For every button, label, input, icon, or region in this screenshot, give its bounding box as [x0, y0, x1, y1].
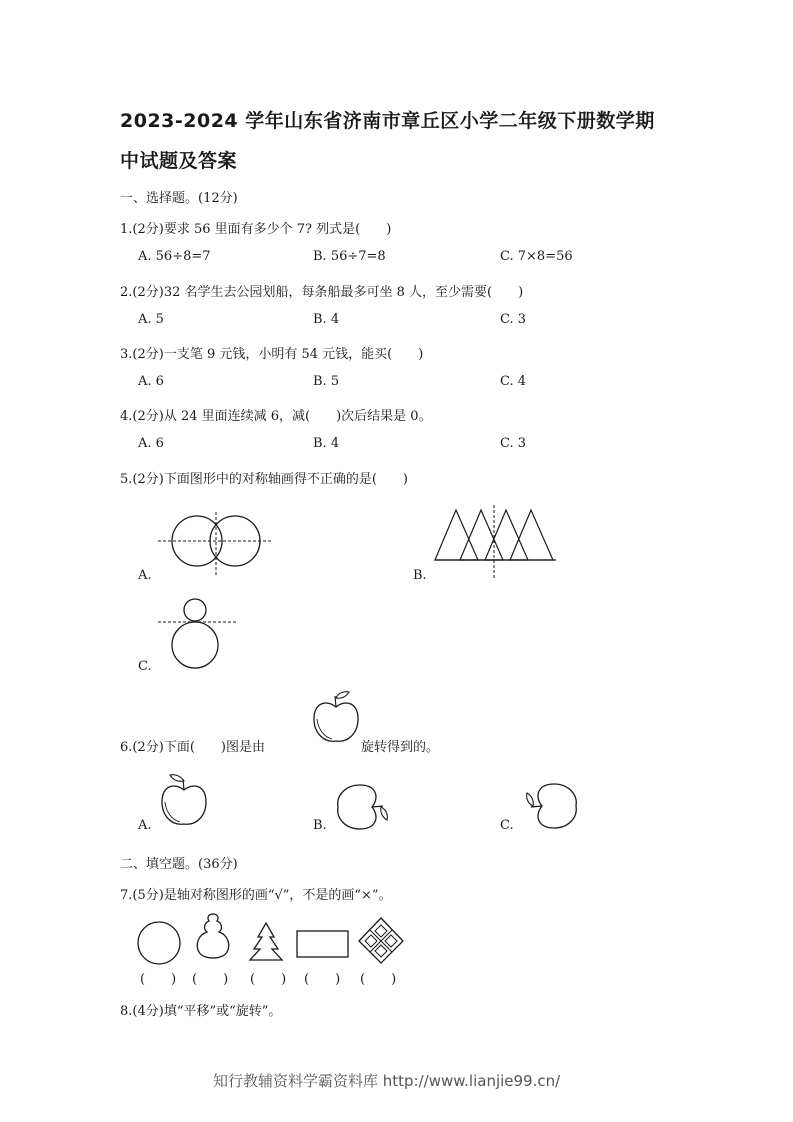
q5-figure-c-snowman [156, 597, 238, 671]
q7-rectangle-shape [296, 930, 350, 960]
question-1: 1.(2分)要求 56 里面有多少个 7? 列式是( ) [120, 222, 392, 237]
q7-blank-4[interactable]: ( ) [304, 972, 341, 987]
q4-option-b: B. 4 [313, 436, 340, 451]
q6-option-c-apple-rotated-icon [522, 782, 582, 830]
q2-option-a: A. 5 [138, 312, 164, 327]
question-7: 7.(5分)是轴对称图形的画“√”，不是的画“×”。 [120, 888, 392, 903]
q7-circle-shape [136, 920, 184, 966]
q5-option-c: C. [138, 659, 152, 674]
question-4: 4.(2分)从 24 里面连续减 6，减( )次后结果是 0。 [120, 409, 432, 424]
section-heading-fill: 二、填空题。(36分) [120, 857, 238, 872]
q2-option-c: C. 3 [500, 312, 527, 327]
q7-blank-3[interactable]: ( ) [250, 972, 287, 987]
q7-gourd-shape [192, 912, 234, 964]
q7-diamond-pattern-shape [357, 917, 405, 965]
question-5: 5.(2分)下面图形中的对称轴画得不正确的是( ) [120, 472, 408, 487]
q4-option-c: C. 3 [500, 436, 527, 451]
q2-option-b: B. 4 [313, 312, 340, 327]
q5-option-b: B. [413, 568, 427, 583]
page-title-line2: 中试题及答案 [120, 150, 238, 172]
q7-blank-5[interactable]: ( ) [360, 972, 397, 987]
footer-watermark: 知行教辅资料学霸资料库 http://www.lianjie99.cn/ [213, 1072, 561, 1090]
q5-figure-b-triangles [432, 505, 560, 580]
q7-blank-1[interactable]: ( ) [140, 972, 177, 987]
q4-option-a: A. 6 [138, 436, 164, 451]
question-3: 3.(2分)一支笔 9 元钱，小明有 54 元钱，能买( ) [120, 347, 424, 362]
q6-option-a: A. [138, 818, 152, 833]
q7-blank-2[interactable]: ( ) [192, 972, 229, 987]
q1-option-a: A. 56÷8=7 [138, 249, 211, 264]
q3-option-c: C. 4 [500, 374, 527, 389]
q6-option-b: B. [313, 818, 327, 833]
page-title-line1: 2023-2024 学年山东省济南市章丘区小学二年级下册数学期 [120, 110, 655, 132]
section-heading-choice: 一、选择题。(12分) [120, 191, 238, 206]
question-2: 2.(2分)32 名学生去公园划船，每条船最多可坐 8 人，至少需要( ) [120, 285, 524, 300]
q5-figure-a-overlapping-circles [155, 512, 275, 578]
q6-reference-apple-icon [312, 689, 360, 747]
q1-option-c: C. 7×8=56 [500, 249, 573, 264]
q3-option-b: B. 5 [313, 374, 340, 389]
q6-option-c: C. [500, 818, 514, 833]
q3-option-a: A. 6 [138, 374, 164, 389]
question-8: 8.(4分)填“平移”或“旋转”。 [120, 1004, 282, 1019]
question-6-part2: 旋转得到的。 [361, 740, 440, 755]
q6-option-b-apple-rotated-icon [332, 783, 394, 831]
q7-tree-shape [246, 920, 286, 964]
question-6-part1: 6.(2分)下面( )图是由 [120, 740, 265, 755]
q1-option-b: B. 56÷7=8 [313, 249, 386, 264]
q5-option-a: A. [138, 568, 152, 583]
q6-option-a-apple-icon [160, 772, 208, 830]
